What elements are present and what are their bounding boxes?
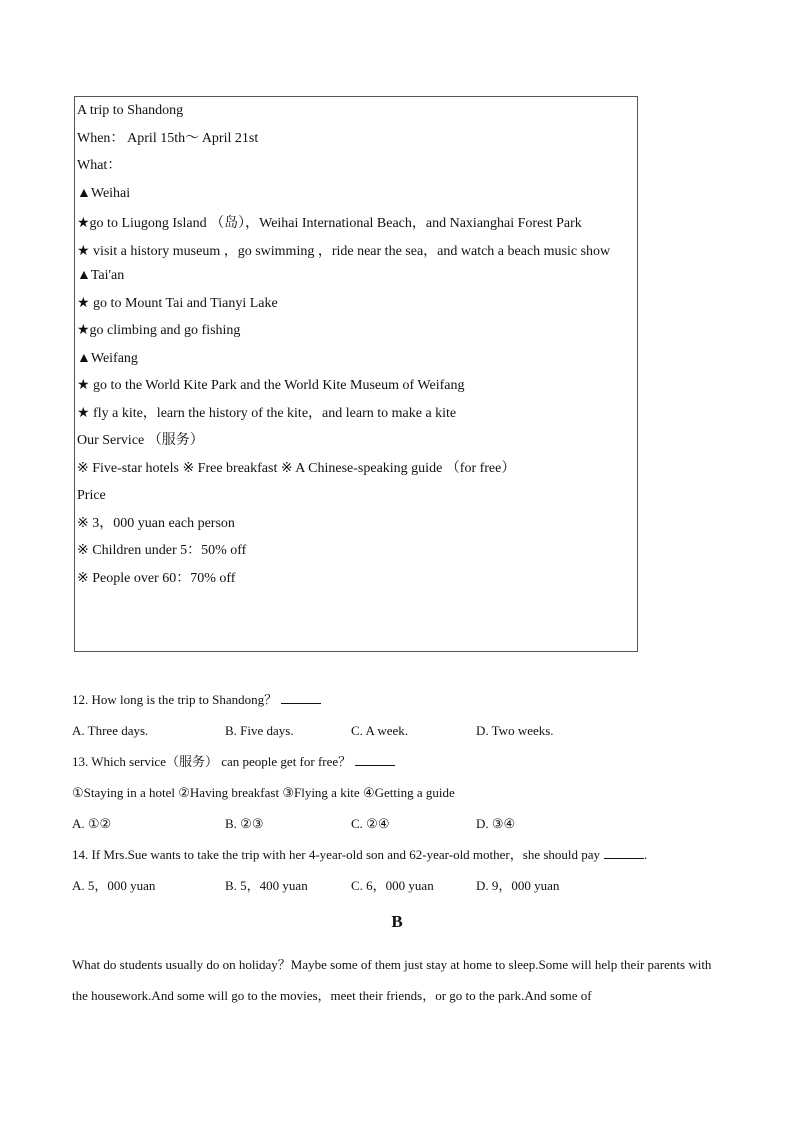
question-13-options [72, 812, 722, 843]
taian-places: ★ go to Mount Tai and Tianyi Lake [77, 295, 278, 311]
what-heading: What： [77, 158, 122, 173]
taian-heading: ▲Tai'an [77, 268, 125, 283]
service-list: ※ Five-star hotels ※ Free breakfast ※ A Chinese-speaking guide （for free） [77, 460, 516, 476]
option-14-b[interactable]: B. 5，400 yuan [225, 878, 308, 893]
question-12 [72, 688, 722, 719]
option-12-d[interactable]: D. Two weeks. [476, 723, 554, 738]
weihai-heading: ▲Weihai [77, 185, 131, 201]
trip-info-box [74, 96, 638, 652]
answer-blank-13[interactable] [355, 753, 395, 766]
option-12-b[interactable]: B. Five days. [225, 723, 294, 738]
answer-blank-12[interactable] [281, 691, 321, 704]
question-14-options [72, 874, 722, 905]
option-13-c[interactable]: C. ②④ [351, 816, 390, 831]
option-12-c[interactable]: C. A week. [351, 723, 409, 738]
price-adult: ※ 3，000 yuan each person [77, 515, 235, 531]
weifang-heading: ▲Weifang [77, 350, 138, 366]
price-elderly: ※ People over 60：70% off [77, 570, 236, 586]
question-14-end: . [644, 847, 648, 862]
option-14-d[interactable]: D. 9，000 yuan [476, 878, 560, 893]
questions-area [72, 688, 722, 905]
option-14-c[interactable]: C. 6，000 yuan [351, 878, 434, 893]
weifang-activities: ★ fly a kite，learn the history of the kite，and learn to make a kite [77, 405, 457, 421]
question-12-text: 12. How long is the trip to Shandong？ [72, 692, 278, 707]
question-14-text: 14. If Mrs.Sue wants to take the trip with her 4-year-old son and 62-year-old mother，she should pay [72, 847, 601, 862]
taian-activities: ★go climbing and go fishing [77, 323, 241, 338]
question-13-text: 13. Which service（服务） can people get for free？ [72, 754, 352, 769]
price-children: ※ Children under 5：50% off [77, 543, 247, 558]
option-14-a[interactable]: A. 5，000 yuan [72, 878, 156, 893]
question-14 [72, 843, 722, 874]
section-b-title: B [391, 912, 403, 931]
weifang-places: ★ go to the World Kite Park and the World Kite Museum of Weifang [77, 378, 465, 393]
weihai-places: ★go to Liugong Island （岛），Weihai International Beach，and Naxianghai Forest Park [77, 216, 582, 231]
trip-dates: When： April 15th～ April 21st [77, 130, 259, 146]
answer-blank-14[interactable] [604, 846, 644, 859]
option-13-d[interactable]: D. ③④ [476, 816, 516, 831]
passage-b-text: What do students usually do on holiday？Maybe some of them just stay at home to sleep.Some will help their parents with the housework.And some will go to the movies，meet their friends，or go to the park.And some of [72, 957, 712, 1003]
question-13 [72, 750, 722, 781]
question-12-options [72, 719, 722, 750]
weihai-activities: ★ visit a history museum ，go swimming ，ride near the sea，and watch a beach music show [77, 243, 611, 259]
price-heading: Price [77, 488, 106, 503]
option-13-a[interactable]: A. ①② [72, 816, 112, 831]
question-13-note: ①Staying in a hotel ②Having breakfast ③Flying a kite ④Getting a guide [72, 785, 455, 800]
option-13-b[interactable]: B. ②③ [225, 816, 264, 831]
service-heading: Our Service （服务） [77, 433, 204, 448]
trip-title: A trip to Shandong [77, 103, 184, 118]
option-12-a[interactable]: A. Three days. [72, 723, 149, 738]
